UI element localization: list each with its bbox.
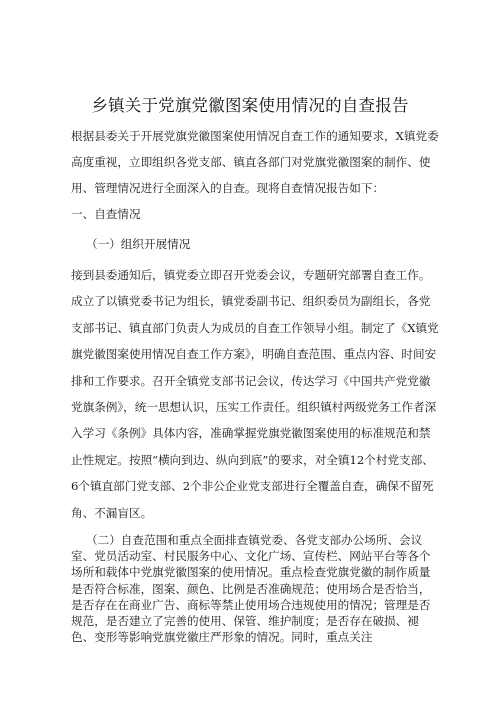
section-heading-self-check: 一、自查情况: [71, 207, 141, 221]
scope-paragraph: [71, 532, 439, 645]
intro-text: 根据县委关于开展党旗党徽图案使用情况自查工作的通知要求，X镇党委高度重视，立即组织各党支部、镇直各部门对党旗党徽图案的制作、使用、管理情况进行全面深入的自查。现将自查情况报告如下：: [71, 129, 439, 195]
organization-text: 接到县委通知后，镇党委立即召开党委会议，专题研究部署自查工作。成立了以镇党委书记为组长，镇党委副书记、组织委员为副组长，各党支部书记、镇直部门负责人为成员的自查工作领导小组。制定了《X镇党旗党徽图案使用情况自查工作方案》，明确自查范围、重点内容、时间安排和工作要求。召开全镇党支部书记会议，传达学习《中国共产党党徽党旗条例》，统一思想认识，压实工作责任。组织镇村两级党务工作者深入学习《条例》具体内容，准确掌握党旗党徽图案使用的标准规范和禁止性规定。按照“横向到边、纵向到底”的要求，对全镇12个村党支部、6个镇直部门党支部、2个非公企业党支部进行全覆盖自查，确保不留死角、不漏盲区。: [71, 268, 439, 520]
organization-paragraph: [71, 262, 439, 526]
scope-text: （二）自查范围和重点全面排查镇党委、各党支部办公场所、会议室、党员活动室、村民服务中心、文化广场、宣传栏、网站平台等各个场所和载体中党旗党徽图案的使用情况。重点检查党旗党徽的制作质量是否符合标准，图案、颜色、比例是否准确规范；使用场合是否恰当，是否存在在商业广告、商标等禁止使用场合违规使用的情况；管理是否规范，是否建立了完善的使用、保管、维护制度；是否存在破损、褪色、变形等影响党旗党徽庄严形象的情况。同时，重点关注: [71, 533, 431, 645]
subsection-heading-organization: （一）组织开展情况: [86, 237, 191, 251]
intro-paragraph: [71, 123, 439, 201]
document-title: 乡镇关于党旗党徽图案使用情况的自查报告: [91, 96, 409, 115]
